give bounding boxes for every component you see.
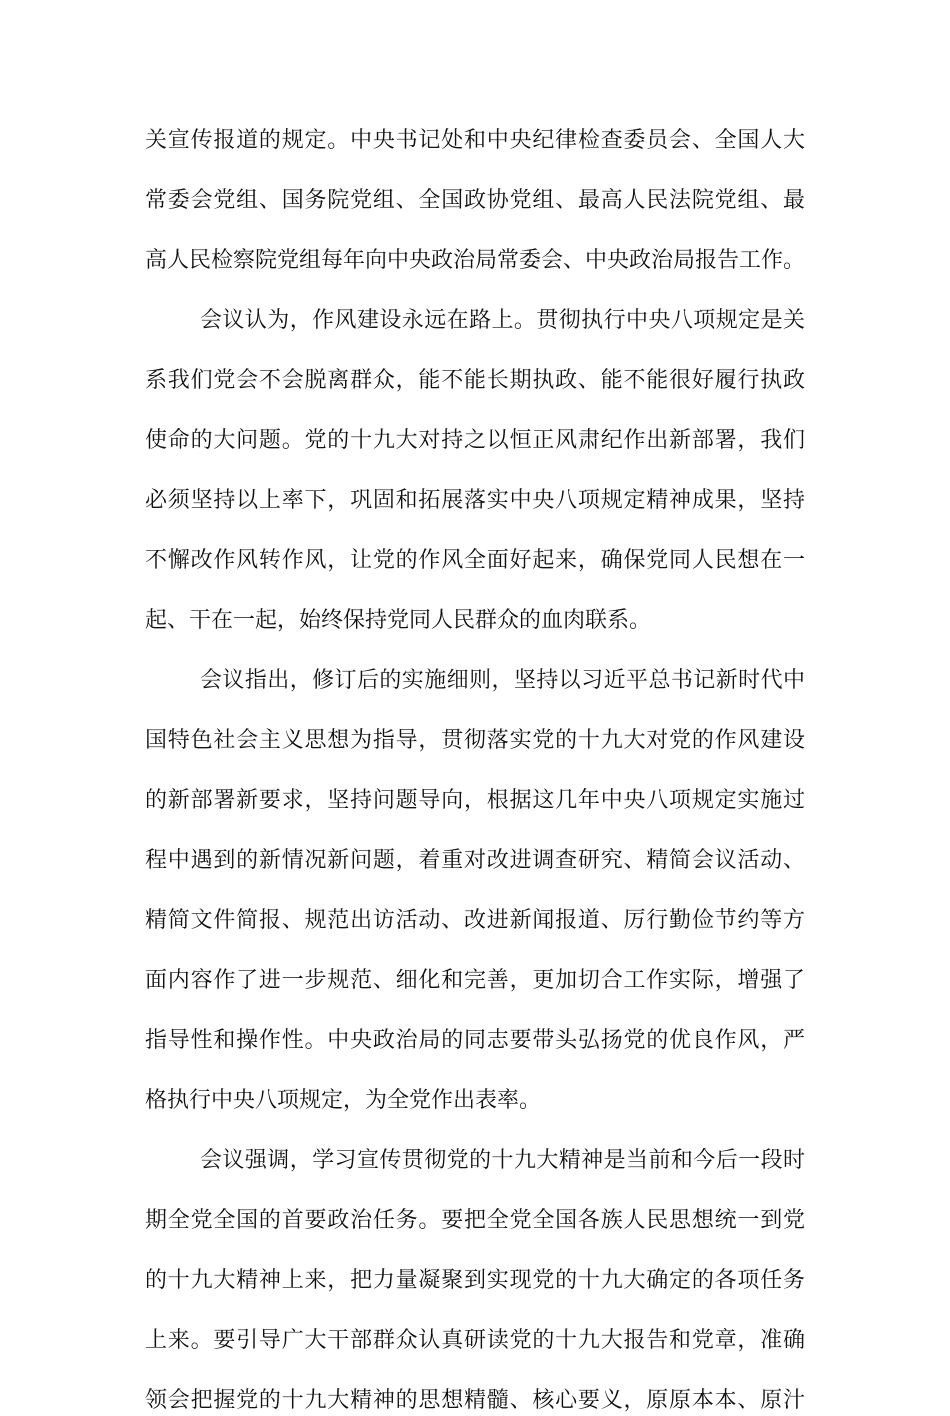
text-line: 必须坚持以上率下，巩固和拓展落实中央八项规定精神成果，坚持 — [145, 488, 805, 513]
text-line: 高人民检察院党组每年向中央政治局常委会、中央政治局报告工作。 — [145, 248, 805, 273]
text-line: 面内容作了进一步规范、细化和完善，更加切合工作实际，增强了 — [145, 968, 805, 993]
text-line: 程中遇到的新情况新问题，着重对改进调查研究、精简会议活动、 — [145, 848, 805, 873]
paragraph-last-line: 格执行中央八项规定，为全党作出表率。 — [145, 1088, 542, 1113]
text-line: 精简文件简报、规范出访活动、改进新闻报道、厉行勤俭节约等方 — [145, 908, 805, 933]
text-line: 指导性和操作性。中央政治局的同志要带头弘扬党的优良作风，严 — [145, 1028, 805, 1053]
text-line: 期全党全国的首要政治任务。要把全党全国各族人民思想统一到党 — [145, 1208, 805, 1233]
text-line: 系我们党会不会脱离群众，能不能长期执政、能不能很好履行执政 — [145, 368, 805, 393]
text-line: 领会把握党的十九大精神的思想精髓、核心要义，原原本本、原汁 — [145, 1388, 805, 1413]
text-line: 国特色社会主义思想为指导，贯彻落实党的十九大对党的作风建设 — [145, 728, 805, 753]
text-line: 上来。要引导广大干部群众认真研读党的十九大报告和党章，准确 — [145, 1328, 805, 1353]
text-line: 关宣传报道的规定。中央书记处和中央纪律检查委员会、全国人大 — [145, 128, 805, 153]
paragraph-last-line: 起、干在一起，始终保持党同人民群众的血肉联系。 — [145, 608, 652, 633]
paragraph-first-line: 会议强调，学习宣传贯彻党的十九大精神是当前和今后一段时 — [200, 1148, 805, 1173]
text-line: 的新部署新要求，坚持问题导向，根据这几年中央八项规定实施过 — [145, 788, 805, 813]
paragraph-first-line: 会议认为，作风建设永远在路上。贯彻执行中央八项规定是关 — [200, 308, 805, 333]
text-line: 常委会党组、国务院党组、全国政协党组、最高人民法院党组、最 — [145, 188, 805, 213]
paragraph-first-line: 会议指出，修订后的实施细则，坚持以习近平总书记新时代中 — [200, 668, 805, 693]
text-line: 的十九大精神上来，把力量凝聚到实现党的十九大确定的各项任务 — [145, 1268, 805, 1293]
text-line: 使命的大问题。党的十九大对持之以恒正风肃纪作出新部署，我们 — [145, 428, 805, 453]
text-line: 不懈改作风转作风，让党的作风全面好起来，确保党同人民想在一 — [145, 548, 805, 573]
